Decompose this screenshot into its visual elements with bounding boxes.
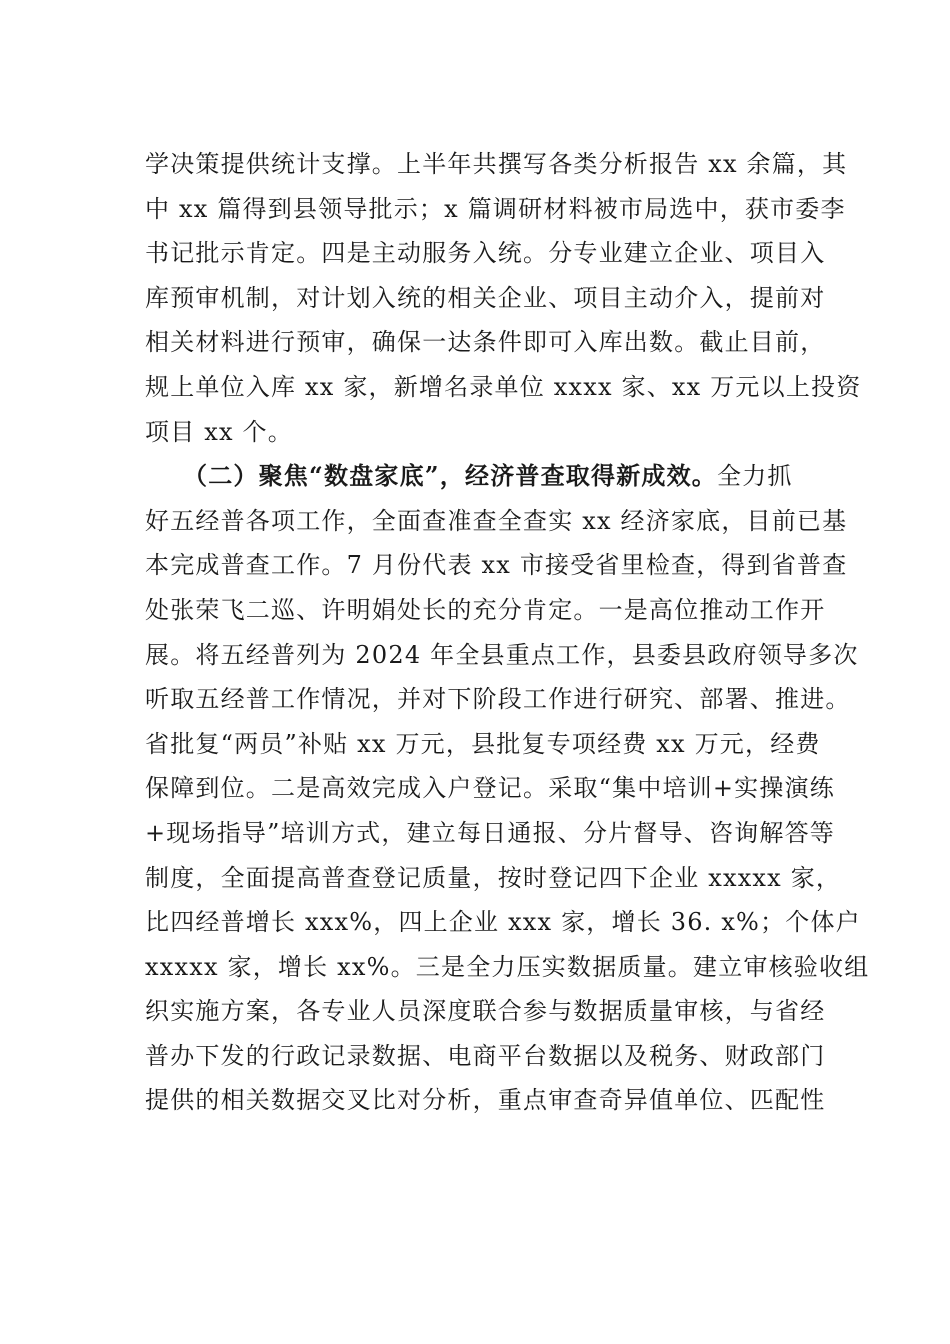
text-span: 全力抓 bbox=[717, 462, 793, 491]
text-line: 书记批示肯定。四是主动服务入统。分专业建立企业、项目入 bbox=[145, 239, 826, 268]
section-heading: （二）聚焦“数盘家底”，经济普查取得新成效。 bbox=[183, 461, 718, 491]
paragraph-1 bbox=[145, 142, 862, 454]
text-line: 处张荣飞二巡、许明娟处长的充分肯定。一是高位推动工作开 bbox=[145, 595, 826, 624]
text-line: 普办下发的行政记录数据、电商平台数据以及税务、财政部门 bbox=[145, 1041, 826, 1070]
text-line: 好五经普各项工作，全面查准查全查实 xx 经济家底，目前已基 bbox=[145, 506, 848, 535]
document-body bbox=[145, 142, 870, 1123]
text-line: 项目 xx 个。 bbox=[145, 417, 293, 446]
text-line: xxxxx 家，增长 xx%。三是全力压实数据质量。建立审核验收组 bbox=[145, 952, 870, 981]
text-line: 库预审机制，对计划入统的相关企业、项目主动介入，提前对 bbox=[145, 283, 826, 312]
paragraph-2 bbox=[145, 454, 870, 1123]
text-line: +现场指导”培训方式，建立每日通报、分片督导、咨询解答等 bbox=[145, 818, 835, 847]
text-line: 织实施方案，各专业人员深度联合参与数据质量审核，与省经 bbox=[145, 997, 826, 1026]
text-line: 本完成普查工作。7 月份代表 xx 市接受省里检查，得到省普查 bbox=[145, 551, 848, 580]
text-line: 比四经普增长 xxx%，四上企业 xxx 家，增长 36. x%；个体户 bbox=[145, 908, 861, 937]
text-line: 提供的相关数据交叉比对分析，重点审查奇异值单位、匹配性 bbox=[145, 1086, 826, 1115]
text-line: 相关材料进行预审，确保一达条件即可入库出数。截止目前， bbox=[145, 328, 826, 357]
text-line: 展。将五经普列为 2024 年全县重点工作，县委县政府领导多次 bbox=[145, 640, 859, 669]
text-line: 保障到位。二是高效完成入户登记。采取“集中培训+实操演练 bbox=[145, 774, 835, 803]
text-line: 学决策提供统计支撑。上半年共撰写各类分析报告 xx 余篇，其 bbox=[145, 150, 848, 178]
text-line: 制度，全面提高普查登记质量，按时登记四下企业 xxxxx 家， bbox=[145, 863, 842, 892]
text-line: 听取五经普工作情况，并对下阶段工作进行研究、部署、推进。 bbox=[145, 685, 851, 714]
text-line: 省批复“两员”补贴 xx 万元，县批复专项经费 xx 万元，经费 bbox=[145, 729, 821, 758]
text-line: 中 xx 篇得到县领导批示；x 篇调研材料被市局选中，获市委李 bbox=[145, 194, 846, 223]
text-line: 规上单位入库 xx 家，新增名录单位 xxxx 家、xx 万元以上投资 bbox=[145, 372, 862, 401]
paragraph-first-line bbox=[145, 454, 845, 499]
